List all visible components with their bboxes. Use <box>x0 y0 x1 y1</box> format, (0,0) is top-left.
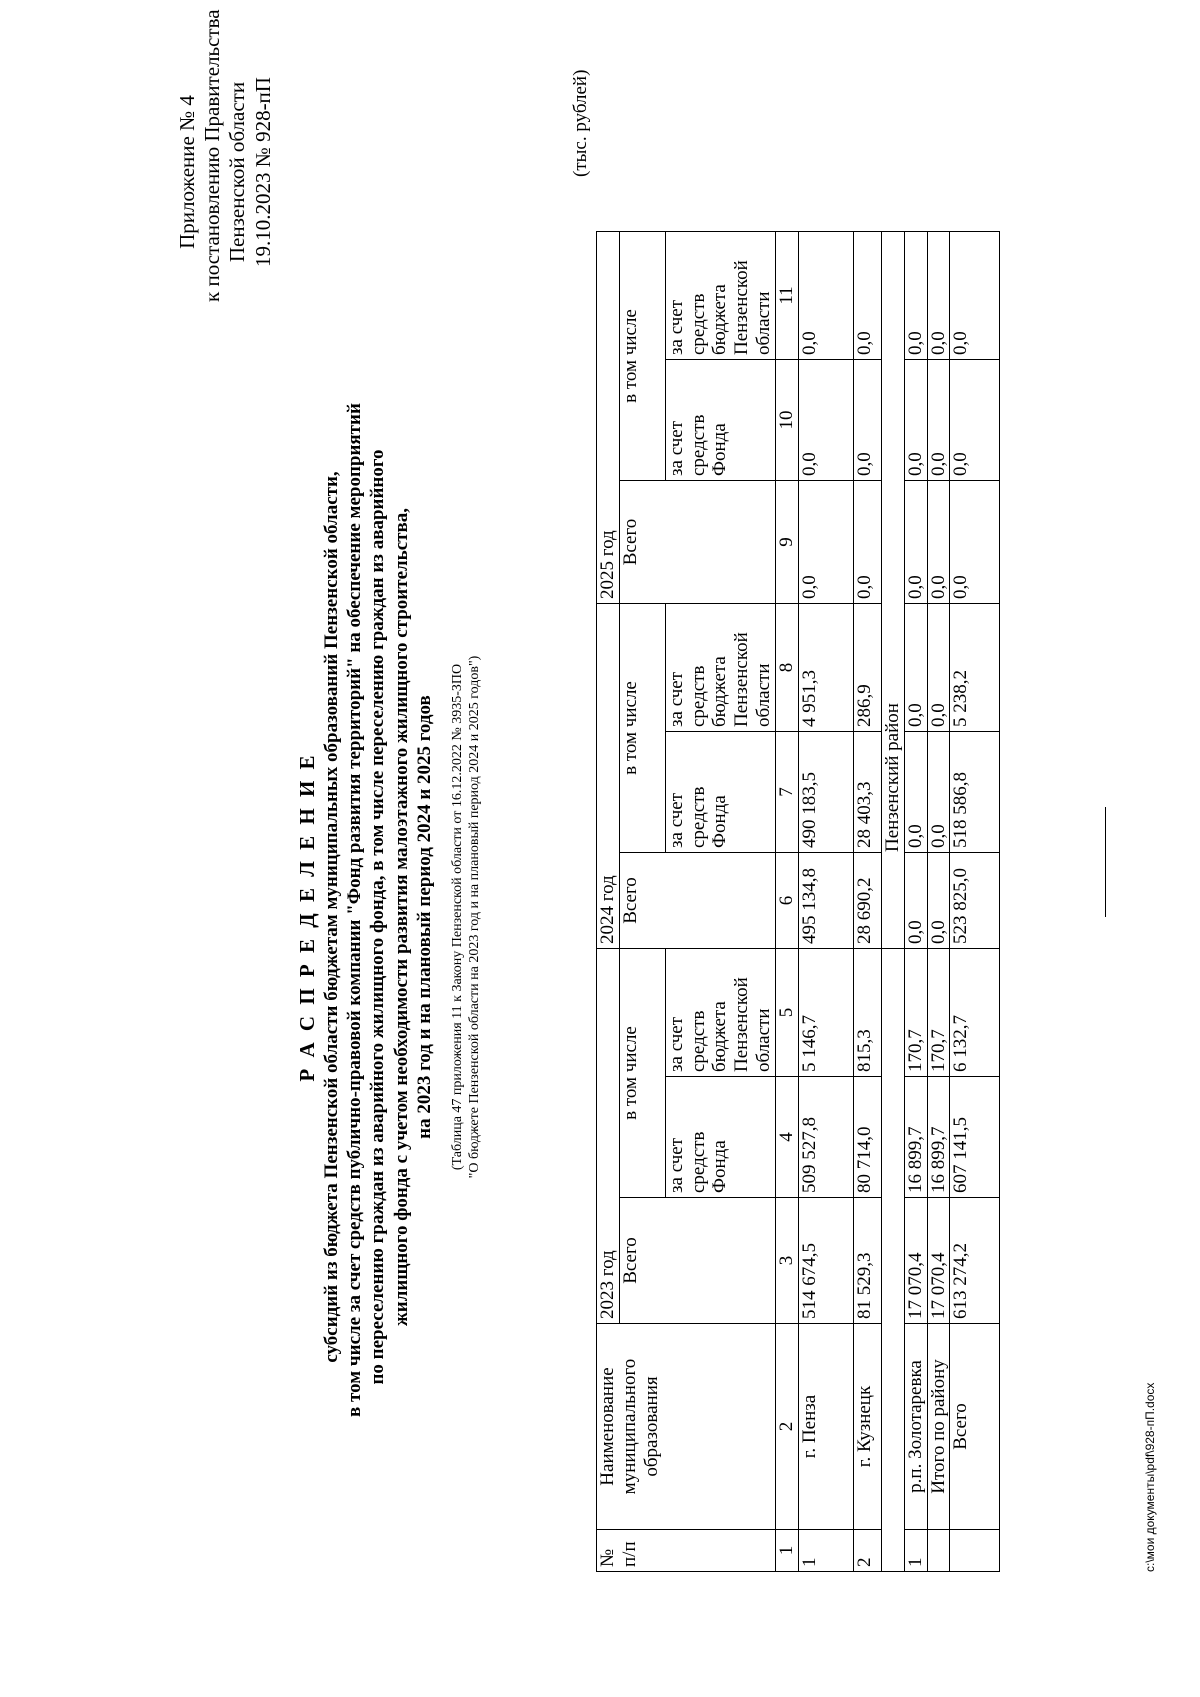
cell-value: 0,0 <box>950 232 1000 360</box>
region-row <box>881 232 904 1572</box>
cell-value: 0,0 <box>798 232 853 360</box>
cell-value: 0,0 <box>904 853 927 949</box>
separator-line <box>1105 807 1106 917</box>
cell-value: 0,0 <box>904 360 927 481</box>
header-2025: 2025 год <box>597 232 620 604</box>
cell-value: 5 238,2 <box>950 604 1000 732</box>
table-row <box>853 232 881 1572</box>
column-index-row <box>776 232 799 1572</box>
column-index: 10 <box>776 360 799 481</box>
cell-num: 2 <box>853 1530 881 1572</box>
cell-value: 518 586,8 <box>950 732 1000 853</box>
header-2023: 2023 год <box>597 949 620 1324</box>
header-num: № п/п <box>597 1530 776 1572</box>
cell-value: 607 141,5 <box>950 1077 1000 1198</box>
column-index: 11 <box>776 232 799 360</box>
header-row <box>597 232 620 1572</box>
title-heading: Р А С П Р Е Д Е Л Е Н И Е <box>295 752 319 1082</box>
header-total-2024: Всего <box>619 853 775 949</box>
cell-value: 0,0 <box>904 732 927 853</box>
region-label: Пензенский район <box>881 232 904 949</box>
cell-value: 0,0 <box>904 604 927 732</box>
table-row <box>798 232 853 1572</box>
cell-value: 17 070,4 <box>927 1198 950 1324</box>
column-index: 2 <box>776 1324 799 1530</box>
cell-value: 80 714,0 <box>853 1077 881 1198</box>
region-spacer <box>881 949 904 1572</box>
table-row <box>904 232 927 1572</box>
header-fund-2023: за счет средств Фонда <box>665 1077 775 1198</box>
cell-num: 1 <box>904 1530 927 1572</box>
header-name: Наименование муниципального образования <box>597 1324 776 1530</box>
cell-value: 0,0 <box>853 481 881 604</box>
cell-value: 0,0 <box>950 481 1000 604</box>
cell-value: 0,0 <box>927 360 950 481</box>
column-index: 9 <box>776 481 799 604</box>
cell-value: 0,0 <box>927 732 950 853</box>
cell-num <box>927 1530 950 1572</box>
approval-line: к постановлению Правительства <box>200 9 225 302</box>
cell-value: 523 825,0 <box>950 853 1000 949</box>
header-total-2025: Всего <box>619 481 775 604</box>
cell-value: 509 527,8 <box>798 1077 853 1198</box>
header-fund-2024: за счет средств Фонда <box>665 732 775 853</box>
header-region-2025: за счет средств бюджета Пензенской области <box>665 232 775 360</box>
cell-value: 0,0 <box>927 853 950 949</box>
column-index: 6 <box>776 853 799 949</box>
column-index: 7 <box>776 732 799 853</box>
header-region-2024: за счет средств бюджета Пензенской области <box>665 604 775 732</box>
title-line: жилищного фонда с учетом необходимости развития малоэтажного жилищного строительства, <box>390 508 412 1327</box>
law-reference-line: "О бюджете Пензенской области на 2023 год и на плановый период 2024 и 2025 годов") <box>466 655 482 1179</box>
cell-value: 170,7 <box>904 949 927 1077</box>
table-row <box>950 232 1000 1572</box>
title-line: в том числе за счет средств публично-правовой компании "Фонд развития территорий" на обеспечение мероприятий <box>344 403 366 1417</box>
cell-value: 0,0 <box>798 360 853 481</box>
cell-value: 815,3 <box>853 949 881 1077</box>
column-index: 3 <box>776 1198 799 1324</box>
approval-line: Пензенской области <box>225 81 250 263</box>
cell-value: 16 899,7 <box>927 1077 950 1198</box>
column-index: 8 <box>776 604 799 732</box>
cell-name: р.п. Золотаревка <box>904 1324 927 1530</box>
cell-value: 495 134,8 <box>798 853 853 949</box>
cell-value: 0,0 <box>927 604 950 732</box>
cell-value: 286,9 <box>853 604 881 732</box>
cell-value: 0,0 <box>950 360 1000 481</box>
title-line: на 2023 год и на плановый период 2024 и 2025 годов <box>413 695 435 1139</box>
cell-name: г. Пенза <box>798 1324 853 1530</box>
cell-value: 0,0 <box>853 360 881 481</box>
cell-value: 0,0 <box>853 232 881 360</box>
cell-name: Итого по району <box>927 1324 950 1530</box>
column-index: 5 <box>776 949 799 1077</box>
header-incl-2024: в том числе <box>619 604 665 853</box>
cell-value: 490 183,5 <box>798 732 853 853</box>
distribution-table <box>596 231 1000 1572</box>
law-reference-line: (Таблица 47 приложения 11 к Закону Пензенской области от 16.12.2022 № 3935-ЗПО <box>449 663 465 1171</box>
cell-value: 4 951,3 <box>798 604 853 732</box>
cell-value: 0,0 <box>904 481 927 604</box>
title-line: субсидий из бюджета Пензенской области бюджетам муниципальных образований Пензенской области, <box>321 471 342 1363</box>
units-label: (тыс. рублей) <box>570 69 591 177</box>
document-title <box>295 403 483 1417</box>
cell-value: 28 690,2 <box>853 853 881 949</box>
cell-num <box>950 1530 1000 1572</box>
cell-value: 0,0 <box>798 481 853 604</box>
cell-value: 16 899,7 <box>904 1077 927 1198</box>
cell-value: 6 132,7 <box>950 949 1000 1077</box>
cell-value: 514 674,5 <box>798 1198 853 1324</box>
title-line: по переселению граждан из аварийного жилищного фонда, в том числе переселению граждан из аварийного <box>367 449 389 1385</box>
cell-name: Всего <box>950 1324 1000 1530</box>
cell-value: 5 146,7 <box>798 949 853 1077</box>
cell-value: 81 529,3 <box>853 1198 881 1324</box>
header-region-2023: за счет средств бюджета Пензенской области <box>665 949 775 1077</box>
cell-value: 28 403,3 <box>853 732 881 853</box>
approval-stamp <box>175 9 276 302</box>
column-index: 4 <box>776 1077 799 1198</box>
header-incl-2025: в том числе <box>619 232 665 481</box>
cell-num: 1 <box>798 1530 853 1572</box>
approval-line: Приложение № 4 <box>175 95 199 249</box>
approval-line: 19.10.2023 № 928-пП <box>250 77 275 267</box>
header-total-2023: Всего <box>619 1198 775 1324</box>
header-2024: 2024 год <box>597 604 620 949</box>
cell-name: г. Кузнецк <box>853 1324 881 1530</box>
column-index: 1 <box>776 1530 799 1572</box>
cell-value: 17 070,4 <box>904 1198 927 1324</box>
table-row <box>927 232 950 1572</box>
cell-value: 170,7 <box>927 949 950 1077</box>
header-fund-2025: за счет средств Фонда <box>665 360 775 481</box>
cell-value: 0,0 <box>904 232 927 360</box>
file-path: c:\мои документы\pdf\928-пП.docx <box>1143 1382 1157 1572</box>
law-reference <box>450 417 484 1417</box>
header-incl-2023: в том числе <box>619 949 665 1198</box>
cell-value: 0,0 <box>927 481 950 604</box>
cell-value: 0,0 <box>927 232 950 360</box>
cell-value: 613 274,2 <box>950 1198 1000 1324</box>
